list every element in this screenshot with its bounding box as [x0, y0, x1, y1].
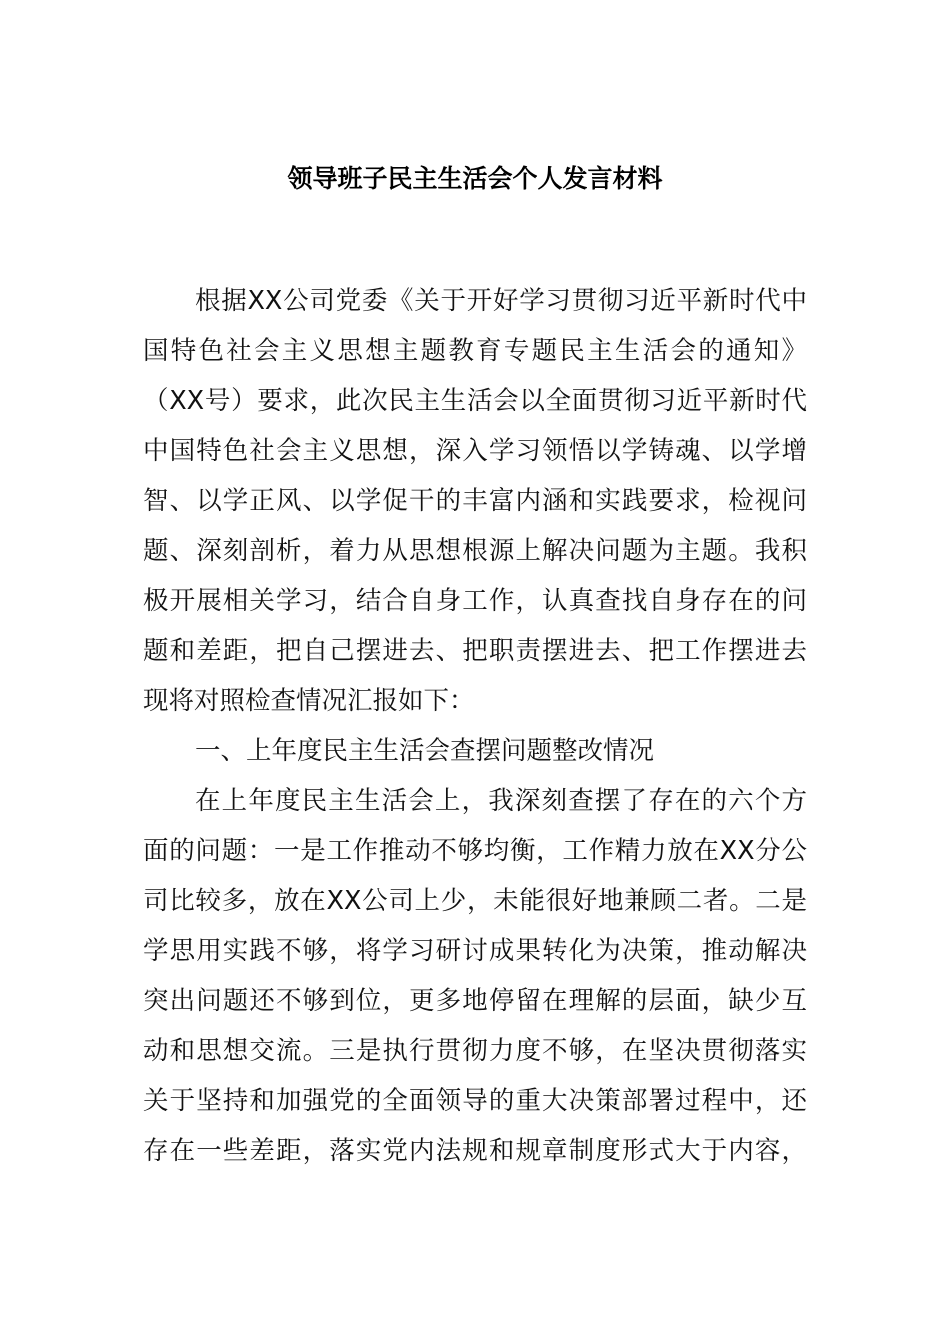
paragraph-line: 司比较多，放在XX公司上少，未能很好地兼顾二者。二是	[143, 886, 807, 916]
paragraph-line: 在上年度民主生活会上，我深刻查摆了存在的六个方	[195, 786, 807, 816]
paragraph-line: 极开展相关学习，结合自身工作，认真查找自身存在的问	[143, 586, 807, 616]
paragraph-line: 动和思想交流。三是执行贯彻力度不够，在坚决贯彻落实	[143, 1036, 807, 1066]
paragraph-line: 题、深刻剖析，着力从思想根源上解决问题为主题。我积	[143, 536, 807, 566]
paragraph-line: 面的问题：一是工作推动不够均衡，工作精力放在XX分公	[143, 836, 807, 866]
paragraph-line: 学思用实践不够，将学习研讨成果转化为决策，推动解决	[143, 936, 807, 966]
paragraph-line: 存在一些差距，落实党内法规和规章制度形式大于内容，	[143, 1136, 807, 1166]
paragraph-line: 现将对照检查情况汇报如下：	[143, 686, 475, 716]
paragraph-line: 智、以学正风、以学促干的丰富内涵和实践要求，检视问	[143, 486, 807, 516]
paragraph-line: 题和差距，把自己摆进去、把职责摆进去、把工作摆进去	[143, 636, 807, 666]
paragraph-line: 关于坚持和加强党的全面领导的重大决策部署过程中，还	[143, 1086, 807, 1116]
document-title: 领导班子民主生活会个人发言材料	[287, 164, 663, 193]
paragraph-line: 根据XX公司党委《关于开好学习贯彻习近平新时代中	[195, 286, 807, 316]
paragraph-line: 中国特色社会主义思想，深入学习领悟以学铸魂、以学增	[143, 436, 807, 466]
section-heading: 一、上年度民主生活会查摆问题整改情况	[195, 736, 655, 766]
paragraph-line: 突出问题还不够到位，更多地停留在理解的层面，缺少互	[143, 986, 807, 1016]
paragraph-line: （XX号）要求，此次民主生活会以全面贯彻习近平新时代	[143, 386, 807, 416]
paragraph-line: 国特色社会主义思想主题教育专题民主生活会的通知》	[143, 336, 807, 366]
